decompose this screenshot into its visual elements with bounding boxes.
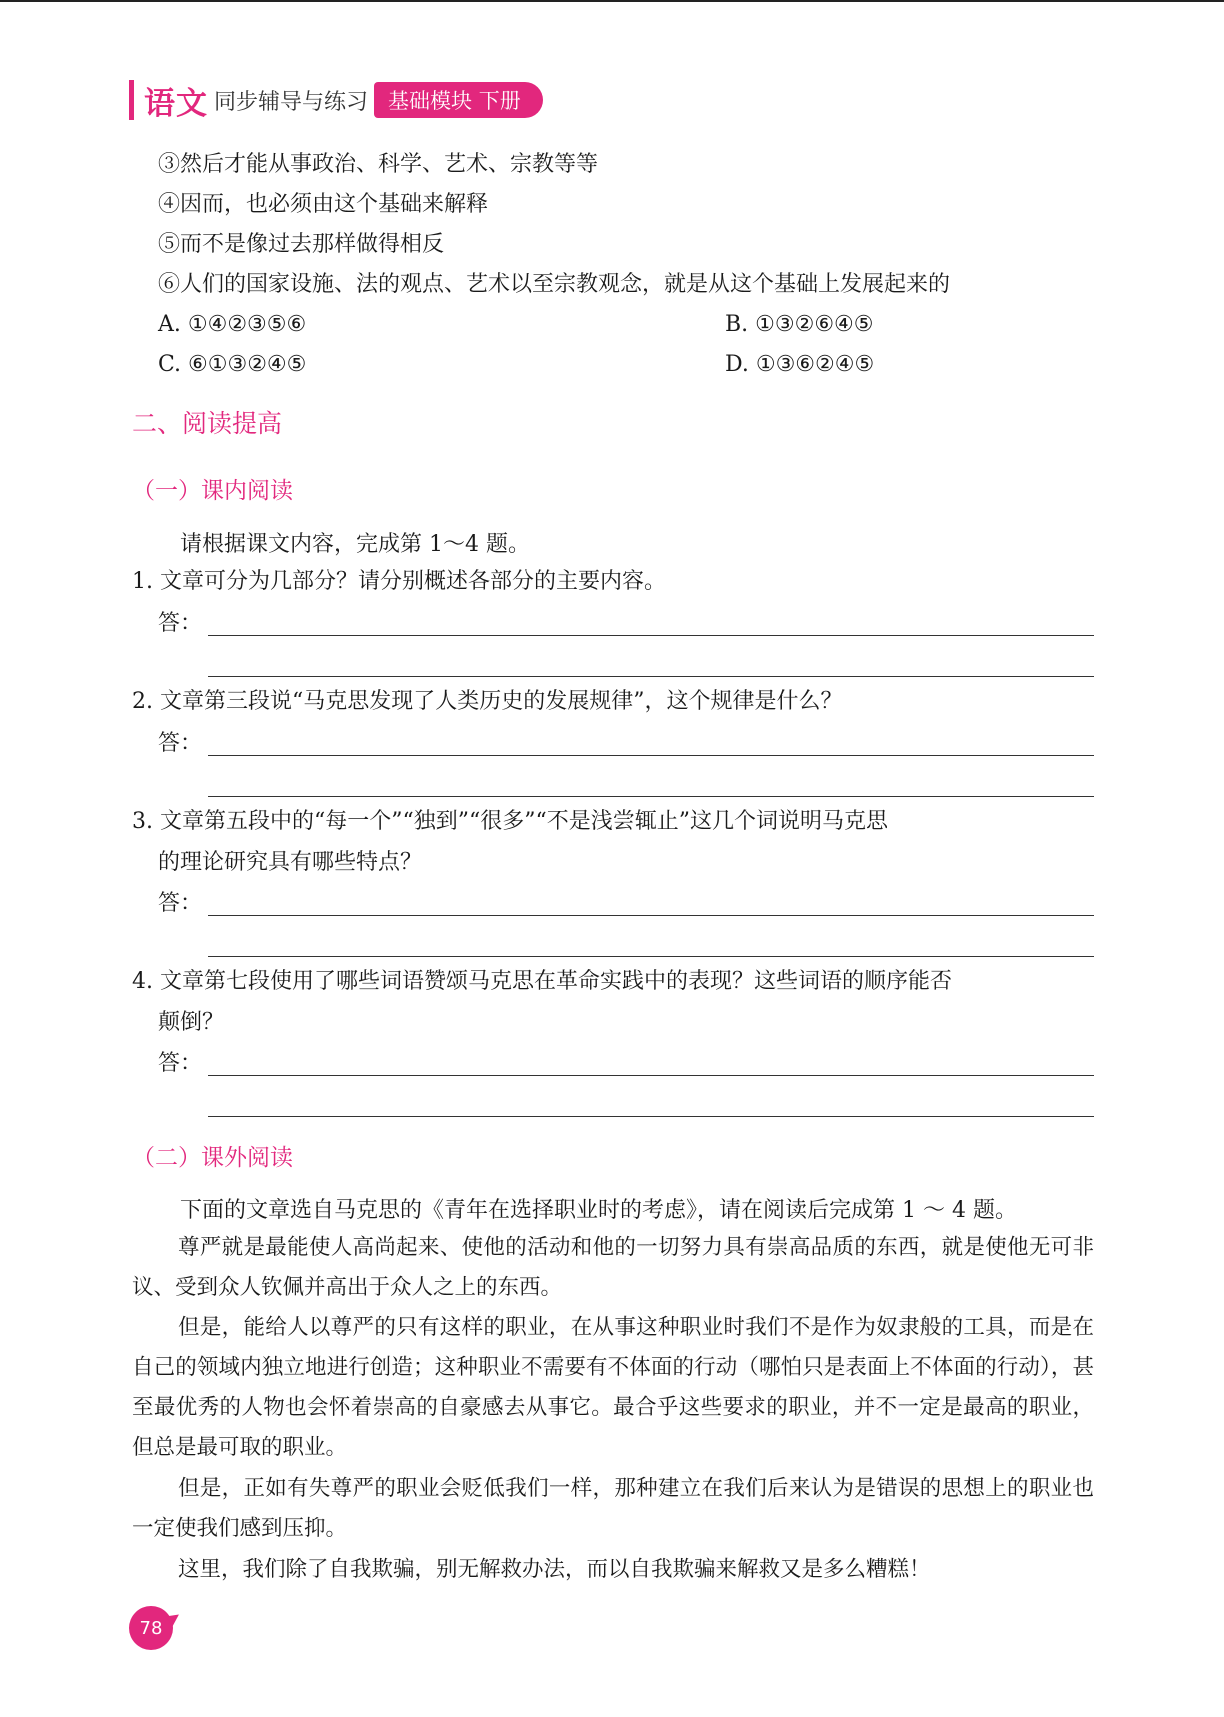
answer-line-4b[interactable] [208, 1116, 1094, 1117]
answer-line-3b[interactable] [208, 956, 1094, 957]
header-accent-bar [129, 80, 134, 120]
question-3-line1: 3. 文章第五段中的“每一个”“独到”“很多”“不是浅尝辄止”这几个词说明马克思 [132, 809, 888, 834]
page-number: 78 [139, 1617, 163, 1639]
passage-paragraph-1: 尊严就是最能使人高尚起来、使他的活动和他的一切努力具有崇高品质的东西，就是使他无可非议、受到众人钦佩并高出于众人之上的东西。 [132, 1235, 1094, 1300]
page-header [129, 78, 543, 122]
answer-line-1a[interactable] [208, 635, 1094, 636]
answer-line-1b[interactable] [208, 676, 1094, 677]
option-d: D. ①③⑥②④⑤ [725, 352, 875, 377]
answer-label-1: 答： [158, 611, 203, 636]
subsection-title-in-class: （一）课内阅读 [132, 478, 293, 504]
passage-paragraph-2: 但是，能给人以尊严的只有这样的职业，在从事这种职业时我们不是作为奴隶般的工具，而是在自己的领域内独立地进行创造；这种职业不需要有不体面的行动（哪怕只是表面上不体面的行动），甚至最优秀的人物也会怀着崇高的自豪感去从事它。最合乎这些要求的职业，并不一定是最高的职业，但总是最可取的职业。 [132, 1315, 1094, 1460]
sentence-item-3: ③然后才能从事政治、科学、艺术、宗教等等 [158, 152, 599, 177]
sentence-item-6: ⑥人们的国家设施、法的观点、艺术以至宗教观念，就是从这个基础上发展起来的 [158, 272, 951, 297]
header-subject: 语文 [144, 85, 208, 122]
question-2: 2. 文章第三段说“马克思发现了人类历史的发展规律”，这个规律是什么？ [132, 689, 843, 714]
instruction-extracurricular: 下面的文章选自马克思的《青年在选择职业时的考虑》，请在阅读后完成第 1 ～ 4 题。 [180, 1198, 1017, 1223]
question-4-line1: 4. 文章第七段使用了哪些词语赞颂马克思在革命实践中的表现？这些词语的顺序能否 [132, 969, 952, 994]
answer-label-3: 答： [158, 891, 203, 916]
answer-line-2b[interactable] [208, 796, 1094, 797]
answer-line-3a[interactable] [208, 915, 1094, 916]
answer-label-2: 答： [158, 731, 203, 756]
answer-line-4a[interactable] [208, 1075, 1094, 1076]
top-border-rule [0, 0, 1224, 2]
sentence-item-4: ④因而，也必须由这个基础来解释 [158, 192, 489, 217]
option-c: C. ⑥①③②④⑤ [158, 352, 307, 377]
passage-paragraph-4: 这里，我们除了自我欺骗，别无解救办法，而以自我欺骗来解救又是多么糟糕！ [178, 1557, 931, 1582]
question-3-line2: 的理论研究具有哪些特点？ [158, 850, 423, 875]
answer-label-4: 答： [158, 1051, 203, 1076]
subsection-title-extracurricular: （二）课外阅读 [132, 1145, 293, 1171]
sentence-item-5: ⑤而不是像过去那样做得相反 [158, 232, 445, 257]
question-1: 1. 文章可分为几部分？请分别概述各部分的主要内容。 [132, 569, 666, 594]
option-b: B. ①③②⑥④⑤ [725, 312, 874, 337]
answer-line-2a[interactable] [208, 755, 1094, 756]
option-a: A. ①④②③⑤⑥ [158, 312, 307, 337]
header-badge: 基础模块 下册 [374, 82, 543, 118]
passage-paragraph-3: 但是，正如有失尊严的职业会贬低我们一样，那种建立在我们后来认为是错误的思想上的职业也一定使我们感到压抑。 [132, 1476, 1094, 1541]
instruction-in-class: 请根据课文内容，完成第 1～4 题。 [180, 532, 530, 557]
page-number-badge [129, 1606, 173, 1650]
question-4-line2: 颠倒？ [158, 1010, 225, 1035]
section-title-reading: 二、阅读提高 [132, 409, 283, 438]
header-series: 同步辅导与练习 [214, 89, 369, 115]
